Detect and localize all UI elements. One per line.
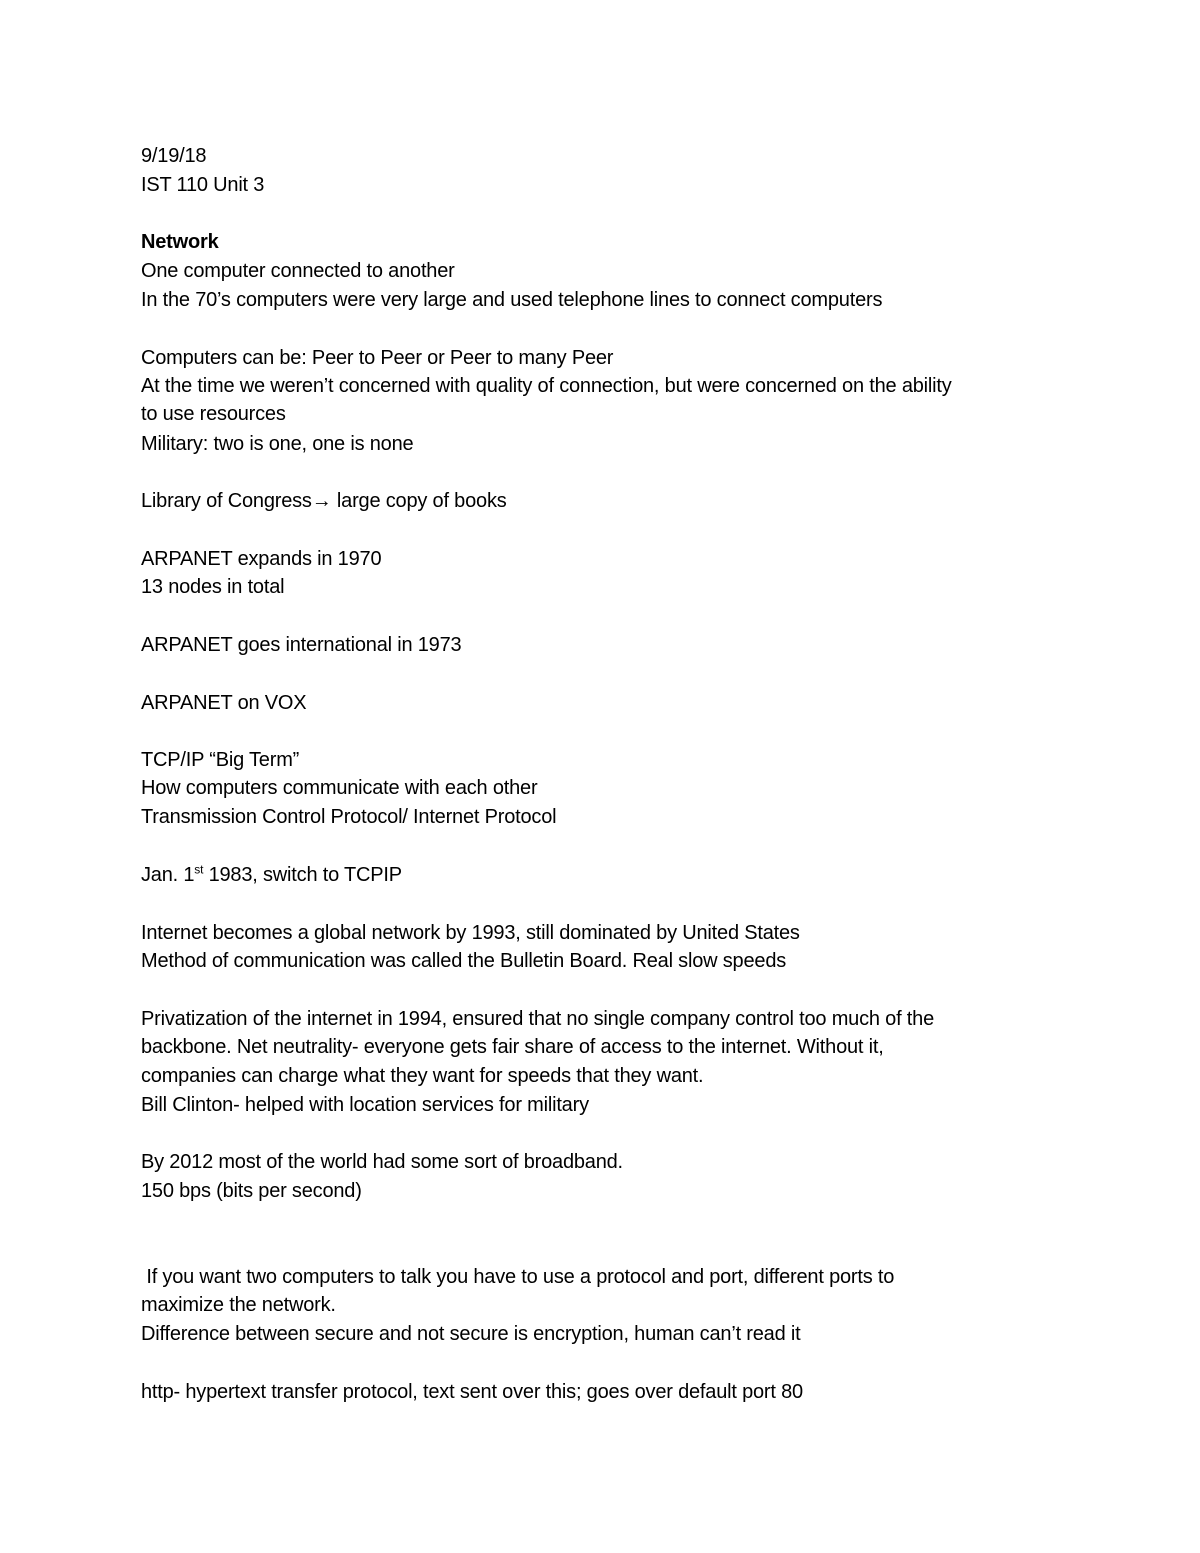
text-line: One computer connected to another (141, 260, 455, 282)
text-line: 150 bps (bits per second) (141, 1180, 362, 1202)
text-line: By 2012 most of the world had some sort of broadband. (141, 1151, 623, 1173)
text-line: ARPANET goes international in 1973 (141, 634, 462, 656)
text-fragment: Jan. 1 (141, 864, 195, 886)
text-line: 13 nodes in total (141, 576, 285, 598)
text-line: Computers can be: Peer to Peer or Peer to many Peer (141, 347, 614, 369)
text-line: http- hypertext transfer protocol, text sent over this; goes over default port 80 (141, 1381, 803, 1403)
text-line: TCP/IP “Big Term” (141, 749, 300, 771)
text-fragment: Library of Congress (141, 490, 312, 512)
text-line: companies can charge what they want for speeds that they want. (141, 1065, 704, 1087)
arrow-icon: → (311, 490, 332, 512)
text-line-jan (141, 861, 402, 889)
text-fragment: 1983, switch to TCPIP (203, 864, 402, 886)
note-date: 9/19/18 (141, 145, 207, 167)
text-line: backbone. Net neutrality- everyone gets fair share of access to the internet. Without it, (141, 1036, 884, 1058)
text-line: ARPANET expands in 1970 (141, 548, 382, 570)
text-line: In the 70’s computers were very large and used telephone lines to connect computers (141, 289, 883, 311)
text-line: maximize the network. (141, 1294, 336, 1316)
text-line: Privatization of the internet in 1994, ensured that no single company control too much of the (141, 1008, 935, 1030)
text-line: Transmission Control Protocol/ Internet Protocol (141, 806, 557, 828)
text-line: Military: two is one, one is none (141, 433, 414, 455)
text-line: Method of communication was called the Bulletin Board. Real slow speeds (141, 950, 787, 972)
text-line: Internet becomes a global network by 1993, still dominated by United States (141, 922, 800, 944)
text-line: Bill Clinton- helped with location services for military (141, 1094, 589, 1116)
text-line: Difference between secure and not secure is encryption, human can’t read it (141, 1323, 801, 1345)
section-heading: Network (141, 231, 219, 253)
text-line: to use resources (141, 403, 286, 425)
text-line: If you want two computers to talk you have to use a protocol and port, different ports to (141, 1266, 895, 1288)
text-line: How computers communicate with each other (141, 777, 538, 799)
text-fragment: large copy of books (331, 490, 507, 512)
course-title: IST 110 Unit 3 (141, 174, 265, 196)
ordinal-superscript: st (194, 862, 204, 877)
text-line-library (141, 487, 507, 515)
text-line: ARPANET on VOX (141, 692, 307, 714)
text-line: At the time we weren’t concerned with quality of connection, but were concerned on the ability (141, 375, 952, 397)
